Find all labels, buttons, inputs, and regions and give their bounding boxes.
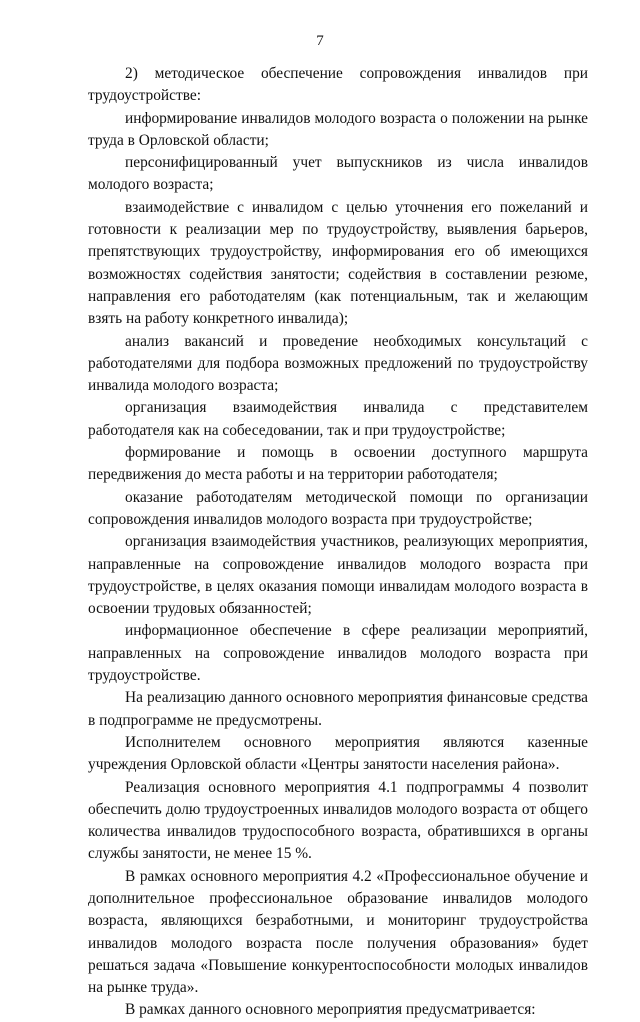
paragraph-11: На реализацию данного основного мероприятия финансовые средства в подпрограмме не предусмотрены. bbox=[88, 689, 588, 729]
paragraph-8: оказание работодателям методической помощи по организации сопровождения инвалидов молодого возраста при трудоустройстве; bbox=[88, 488, 588, 528]
paragraph-3: персонифицированный учет выпускников из числа инвалидов молодого возраста; bbox=[88, 154, 588, 194]
paragraph-1: 2) методическое обеспечение сопровождения инвалидов при трудоустройстве: bbox=[88, 65, 588, 105]
paragraph-15: В рамках данного основного мероприятия предусматривается: bbox=[125, 1001, 536, 1019]
paragraph-13: Реализация основного мероприятия 4.1 подпрограммы 4 позволит обеспечить долю трудоустроенных инвалидов молодого возраста от общего количества инвалидов трудоспособного возраста, обратившихся в органы службы занятости, не менее 15 %. bbox=[88, 778, 588, 863]
paragraph-10: информационное обеспечение в сфере реализации мероприятий, направленных на сопровождение инвалидов молодого возраста при трудоустройстве. bbox=[88, 622, 588, 685]
document-body bbox=[88, 63, 588, 1022]
paragraph-7: формирование и помощь в освоении доступного маршрута передвижения до места работы и на территории работодателя; bbox=[88, 444, 588, 484]
paragraph-14: В рамках основного мероприятия 4.2 «Профессиональное обучение и дополнительное профессиональное образование инвалидов молодого возраста, являющихся безработными, и мониторинг трудоустройства инвалидов молодого возраста после получения образования» будет решаться задача «Повышение конкурентоспособности молодых инвалидов на рынке труда». bbox=[88, 867, 588, 997]
paragraph-2: информирование инвалидов молодого возраста о положении на рынке труда в Орловской области; bbox=[88, 109, 588, 149]
paragraph-9: организация взаимодействия участников, реализующих мероприятия, направленные на сопровождение инвалидов молодого возраста при трудоустройстве, в целях оказания помощи инвалидам молодого возраста в освоении трудовых обязанностей; bbox=[88, 533, 588, 618]
paragraph-6: организация взаимодействия инвалида с представителем работодателя как на собеседовании, так и при трудоустройстве; bbox=[88, 399, 588, 439]
page-number: 7 bbox=[316, 33, 324, 49]
paragraph-5: анализ вакансий и проведение необходимых консультаций с работодателями для подбора возможных предложений по трудоустройству инвалида молодого возраста; bbox=[88, 332, 588, 395]
paragraph-4: взаимодействие с инвалидом с целью уточнения его пожеланий и готовности к реализации мер по трудоустройству, выявления барьеров, препятствующих трудоустройству, информирования его об имеющихся возможностях содействия занятости; содействия в составлении резюме, направления его работодателям (как потенциальным, так и желающим взять на работу конкретного инвалида); bbox=[88, 198, 588, 328]
paragraph-12: Исполнителем основного мероприятия являются казенные учреждения Орловской области «Центры занятости населения района». bbox=[88, 733, 588, 774]
